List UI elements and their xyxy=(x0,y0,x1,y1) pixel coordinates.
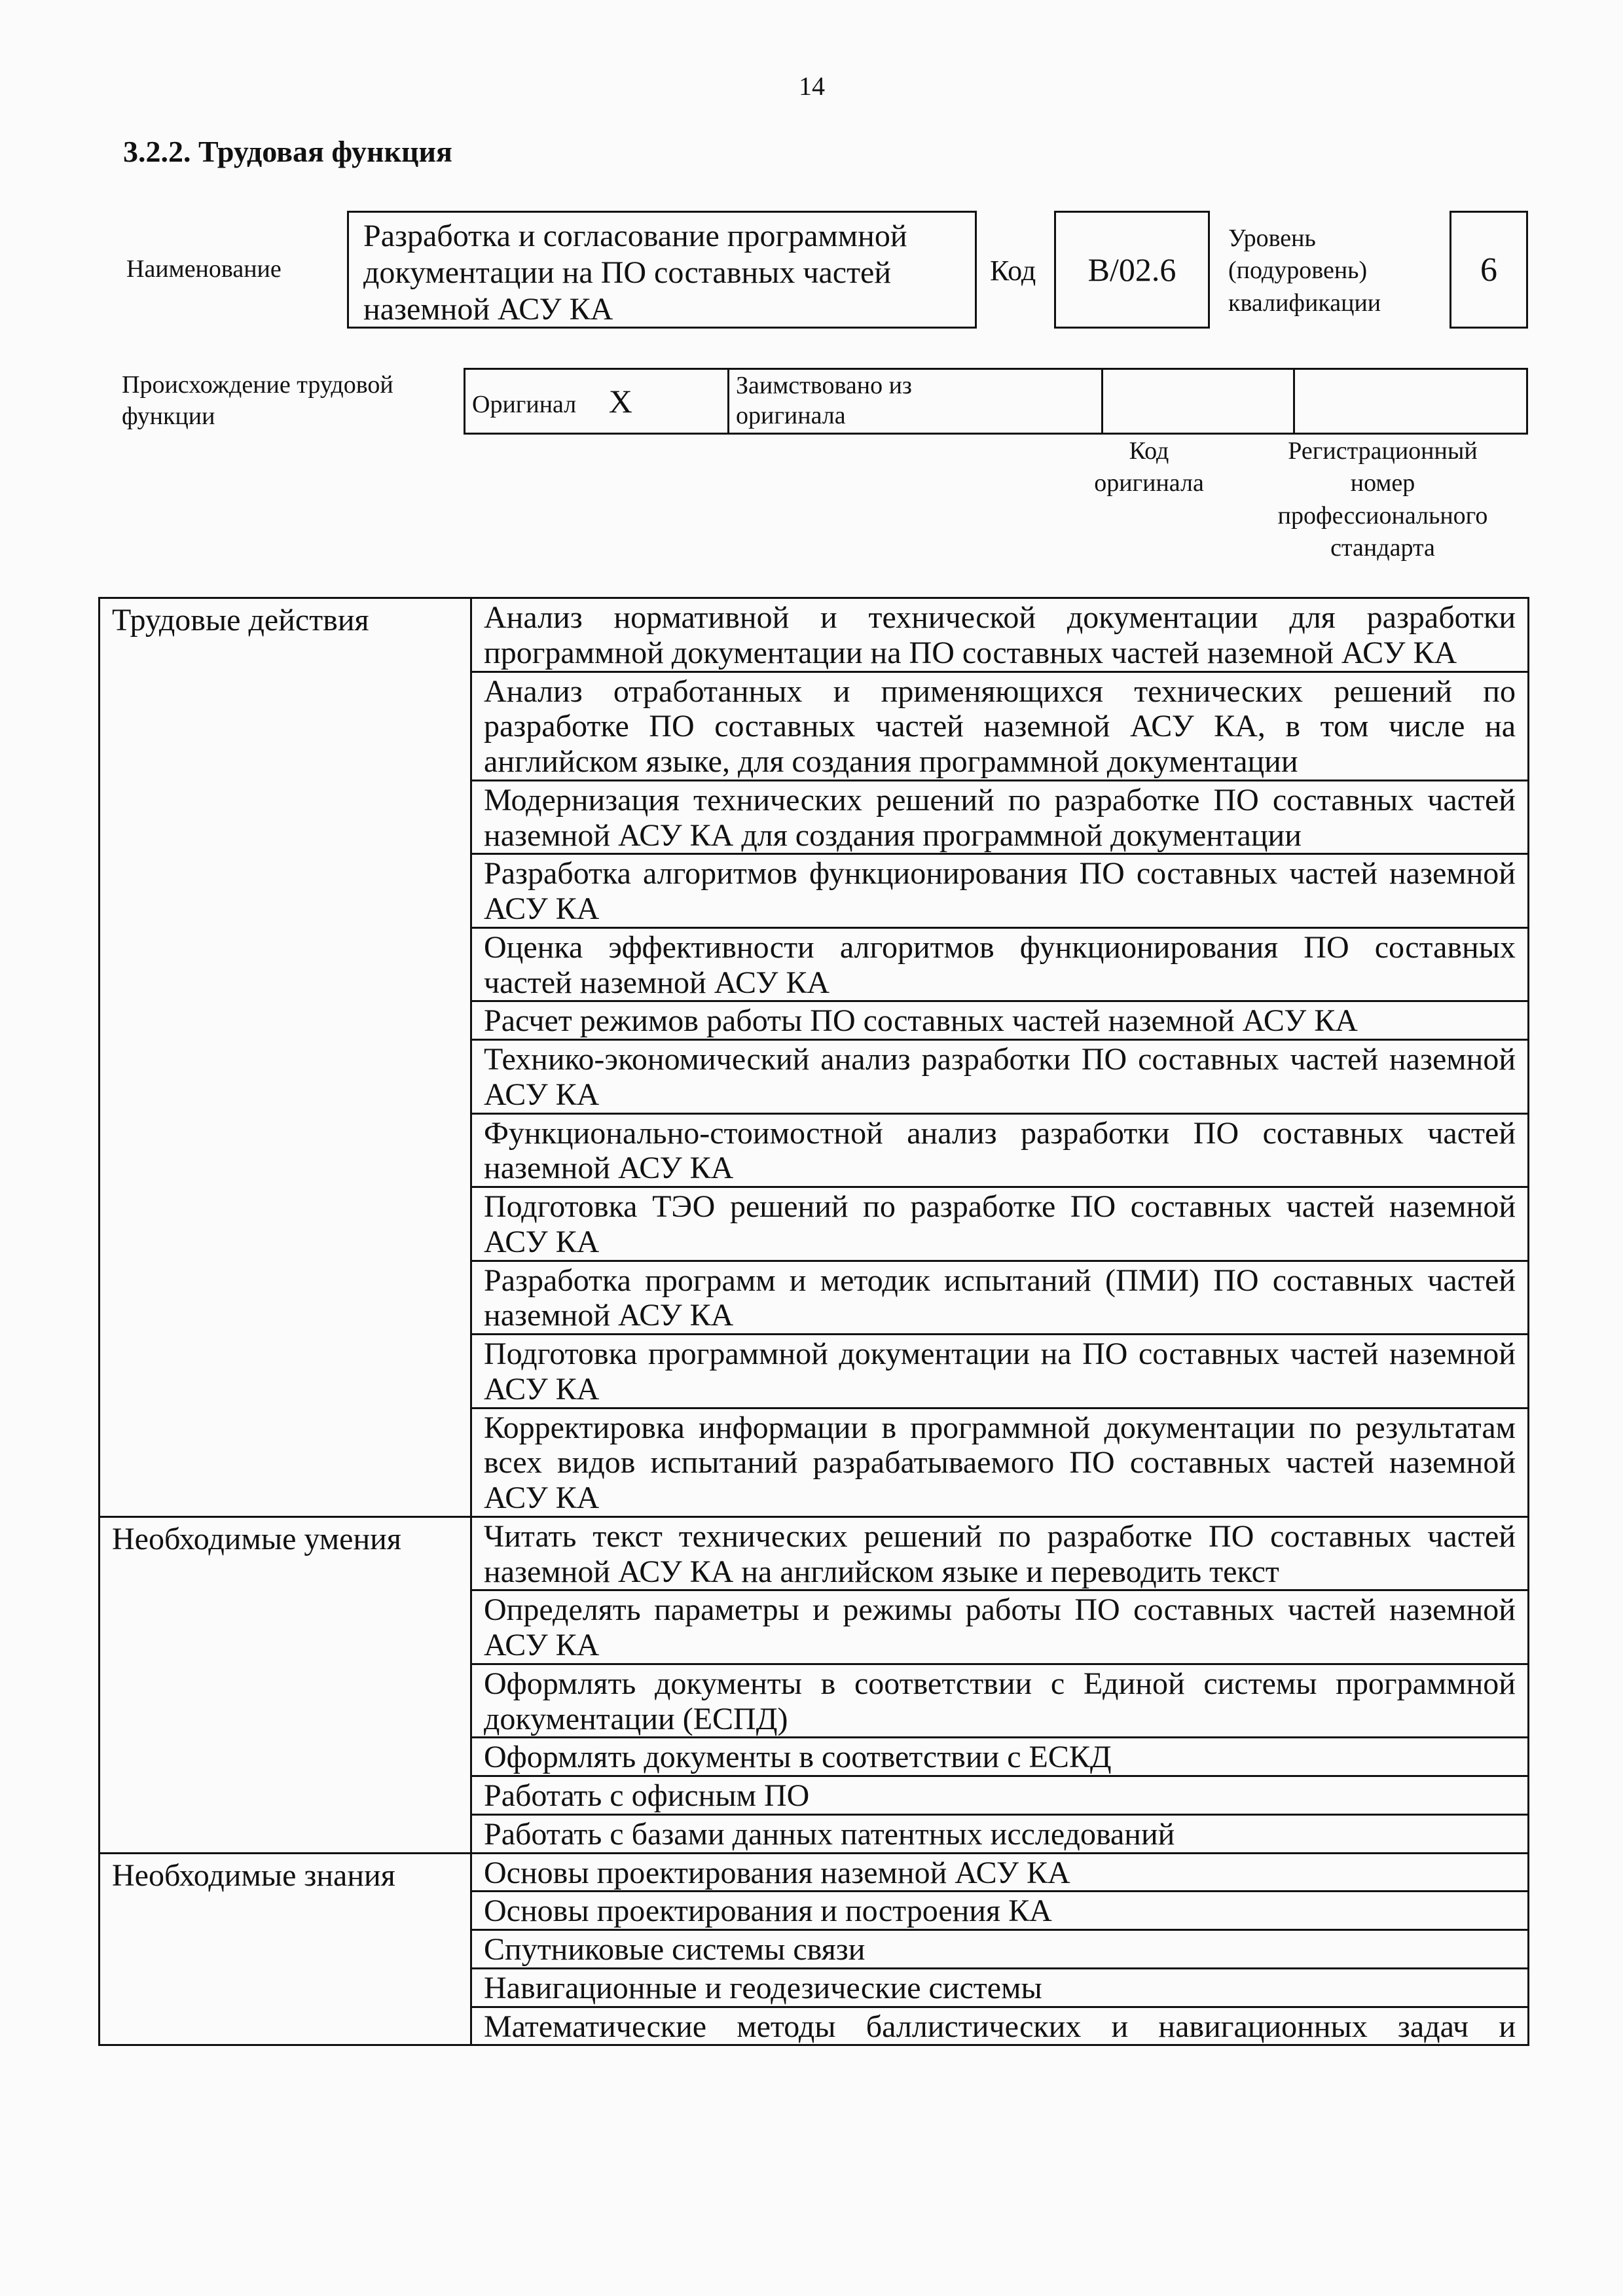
knowledge-item: Навигационные и геодезические системы xyxy=(471,1968,1529,2007)
action-item: Подготовка ТЭО решений по разработке ПО составных частей наземной АСУ КА xyxy=(471,1187,1529,1261)
action-item: Анализ нормативной и технической документации для разработки программной документации на ПО составных частей наземной АСУ КА xyxy=(471,598,1529,672)
table-row xyxy=(100,1853,1529,1892)
level-label-line-1: Уровень xyxy=(1228,224,1316,252)
section-title: 3.2.2. Трудовая функция xyxy=(123,135,452,168)
reg-caption-line-1: Регистрационный xyxy=(1288,437,1478,465)
action-item: Технико-экономический анализ разработки ПО составных частей наземной АСУ КА xyxy=(471,1040,1529,1114)
skill-item: Оформлять документы в соответствии с Единой системы программной документации (ЕСПД) xyxy=(471,1664,1529,1738)
skill-item: Работать с офисным ПО xyxy=(471,1776,1529,1815)
original-code-cell xyxy=(1103,369,1294,434)
action-item: Анализ отработанных и применяющихся технических решений по разработке ПО составных частей наземной АСУ КА, в том числе на английском языке, для создания программной документации xyxy=(471,672,1529,780)
action-item: Разработка алгоритмов функционирования ПО составных частей наземной АСУ КА xyxy=(471,854,1529,928)
skill-item: Работать с базами данных патентных исследований xyxy=(471,1814,1529,1853)
table-row xyxy=(100,1516,1529,1590)
level-label-line-2: (подуровень) xyxy=(1228,257,1368,285)
original-code-caption-line-1: Код xyxy=(1129,437,1169,465)
category-actions: Трудовые действия xyxy=(100,598,471,1517)
borrowed-cell xyxy=(729,369,1103,434)
original-label: Оригинал xyxy=(472,391,577,418)
reg-caption-line-3: профессионального xyxy=(1277,501,1488,529)
knowledge-item: Спутниковые системы связи xyxy=(471,1930,1529,1969)
action-item: Корректировка информации в программной документации по результатам всех видов испытаний разрабатываемого ПО составных частей наземной АСУ КА xyxy=(471,1408,1529,1516)
page-number: 14 xyxy=(799,71,825,101)
skill-item: Определять параметры и режимы работы ПО составных частей наземной АСУ КА xyxy=(471,1590,1529,1664)
function-name-box xyxy=(347,211,977,329)
original-code-caption xyxy=(1061,435,1237,500)
borrowed-label-line-1: Заимствовано из xyxy=(736,372,912,400)
level-label-line-3: квалификации xyxy=(1228,289,1381,317)
code-value: B/02.6 xyxy=(1087,251,1176,288)
reg-caption-line-4: стандарта xyxy=(1330,534,1435,562)
action-item: Подготовка программной документации на ПО составных частей наземной АСУ КА xyxy=(471,1335,1529,1408)
origin-label-line-2: функции xyxy=(122,402,215,430)
knowledge-item: Основы проектирования и построения КА xyxy=(471,1892,1529,1930)
action-item: Модернизация технических решений по разработке ПО составных частей наземной АСУ КА для создания программной документации xyxy=(471,780,1529,854)
registration-number-cell xyxy=(1294,369,1527,434)
origin-label xyxy=(122,370,393,432)
function-name-value: Разработка и согласование программной документации на ПО составных частей наземной АСУ КА xyxy=(363,219,907,327)
origin-table xyxy=(464,368,1528,435)
action-item: Разработка программ и методик испытаний (ПМИ) ПО составных частей наземной АСУ КА xyxy=(471,1261,1529,1335)
category-knowledge: Необходимые знания xyxy=(100,1853,471,2045)
code-box xyxy=(1054,211,1210,329)
original-cell xyxy=(465,369,729,434)
original-mark: X xyxy=(608,383,632,420)
code-label: Код xyxy=(990,255,1036,287)
knowledge-item: Основы проектирования наземной АСУ КА xyxy=(471,1853,1529,1892)
action-item: Оценка эффективности алгоритмов функционирования ПО составных частей наземной АСУ КА xyxy=(471,927,1529,1001)
name-label: Наименование xyxy=(126,255,282,283)
level-value: 6 xyxy=(1480,251,1497,289)
table-row xyxy=(100,598,1529,672)
level-box xyxy=(1450,211,1528,329)
knowledge-item: Математические методы баллистических и навигационных задач и xyxy=(471,2007,1529,2045)
original-code-caption-line-2: оригинала xyxy=(1094,469,1204,497)
labor-function-table xyxy=(98,597,1529,2046)
action-item: Расчет режимов работы ПО составных частей наземной АСУ КА xyxy=(471,1001,1529,1040)
registration-number-caption xyxy=(1237,435,1528,565)
action-item: Функционально-стоимостной анализ разработки ПО составных частей наземной АСУ КА xyxy=(471,1113,1529,1187)
origin-label-line-1: Происхождение трудовой xyxy=(122,371,393,399)
borrowed-label-line-2: оригинала xyxy=(736,402,846,429)
skill-item: Оформлять документы в соответствии с ЕСКД xyxy=(471,1738,1529,1776)
category-skills: Необходимые умения xyxy=(100,1516,471,1853)
skill-item: Читать текст технических решений по разработке ПО составных частей наземной АСУ КА на английском языке и переводить текст xyxy=(471,1516,1529,1590)
reg-caption-line-2: номер xyxy=(1350,469,1415,497)
qualification-level-label xyxy=(1228,223,1381,319)
